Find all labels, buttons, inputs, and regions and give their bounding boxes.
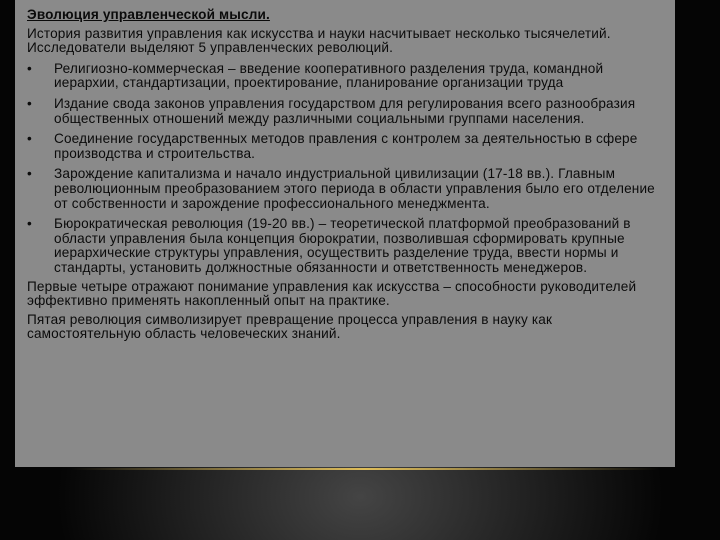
list-item-text: Бюрократическая революция (19-20 вв.) – теоретической платформой преобразований в области управления была концепция бюрократии, позволившая сформировать крупные иерархические структуры управления, осуществить разделение труда, ввести нормы и стандарты, установить должностные обязанности и ответственность менеджеров.	[54, 216, 631, 275]
revolutions-list	[27, 62, 667, 276]
bullet-icon: •	[27, 131, 32, 147]
slide-content	[27, 8, 667, 342]
bullet-icon: •	[27, 216, 32, 232]
bullet-icon: •	[27, 166, 32, 182]
accent-divider-line	[70, 468, 660, 470]
list-item	[27, 132, 667, 161]
bullet-icon: •	[27, 95, 32, 111]
slide-title: Эволюция управленческой мысли.	[27, 7, 270, 22]
summary-paragraph-science: Пятая революция символизирует превращение процесса управления в науку как самостоятельную область человеческих знаний.	[27, 311, 553, 342]
list-item-text: Издание свода законов управления государством для регулирования всего разнообразия общественных отношений между различными социальными группами населения.	[54, 95, 636, 126]
summary-paragraph-art: Первые четыре отражают понимание управления как искусства – способности руководителей эффективно применять накопленный опыт на практике.	[27, 278, 637, 309]
list-item-text: Религиозно-коммерческая – введение кооперативного разделения труда, командной иерархии, стандартизации, проектирование, планирование организации труда	[54, 60, 604, 91]
list-item	[27, 167, 667, 211]
list-item-text: Соединение государственных методов правления с контролем за деятельностью в сфере производства и строительства.	[54, 131, 638, 161]
bullet-icon: •	[27, 60, 32, 76]
list-item	[27, 62, 667, 91]
list-item	[27, 217, 667, 275]
list-item-text: Зарождение капитализма и начало индустриальной цивилизации (17-18 вв.). Главным революционным преобразованием этого периода в области управления было его отделение от собственности и зарождение профессионального менеджмента.	[54, 166, 655, 211]
list-item	[27, 97, 667, 126]
intro-text: История развития управления как искусства и науки насчитывает несколько тысячелетий. Исследователи выделяют 5 управленческих революций.	[27, 25, 611, 56]
